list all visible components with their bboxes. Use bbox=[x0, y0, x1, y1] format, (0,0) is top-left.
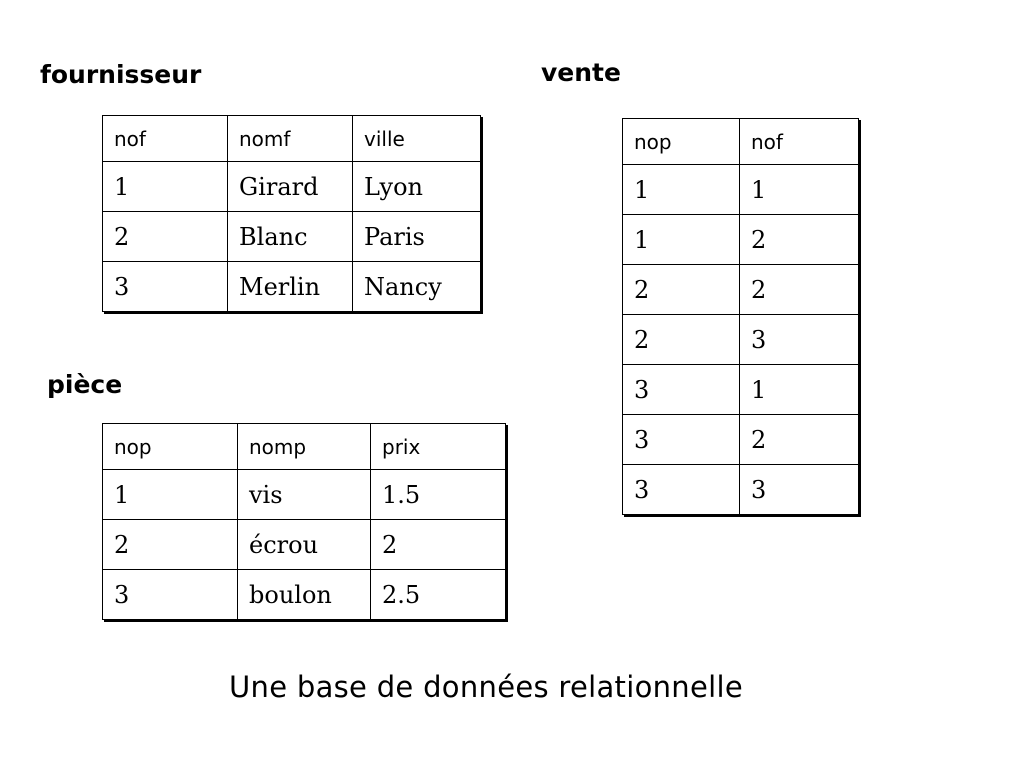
table-row bbox=[103, 470, 506, 520]
table-row bbox=[103, 162, 481, 212]
table-row bbox=[103, 520, 506, 570]
table-cell: 2 bbox=[623, 265, 740, 315]
table-cell: 2 bbox=[740, 265, 859, 315]
table-cell: 1 bbox=[623, 215, 740, 265]
column-header-nof: nof bbox=[740, 119, 859, 165]
table-cell: vis bbox=[238, 470, 371, 520]
table-row bbox=[103, 570, 506, 620]
table-header-row bbox=[103, 424, 506, 470]
table-cell: 3 bbox=[740, 315, 859, 365]
table-cell: Merlin bbox=[228, 262, 353, 312]
table-row bbox=[103, 262, 481, 312]
table-cell: Blanc bbox=[228, 212, 353, 262]
table-cell: 2 bbox=[103, 520, 238, 570]
table-cell: 3 bbox=[103, 262, 228, 312]
column-header-nop: nop bbox=[103, 424, 238, 470]
column-header-prix: prix bbox=[371, 424, 506, 470]
table-cell: 1 bbox=[740, 365, 859, 415]
table-cell: 3 bbox=[103, 570, 238, 620]
vente-table-title: vente bbox=[541, 58, 621, 87]
table-cell: boulon bbox=[238, 570, 371, 620]
table-row bbox=[103, 212, 481, 262]
piece-table bbox=[102, 423, 506, 620]
column-header-nof: nof bbox=[103, 116, 228, 162]
table-cell: 2 bbox=[740, 215, 859, 265]
table-cell: 3 bbox=[623, 365, 740, 415]
table-cell: 1 bbox=[623, 165, 740, 215]
table-cell: 3 bbox=[740, 465, 859, 515]
table-row bbox=[623, 465, 859, 515]
slide-caption: Une base de données relationnelle bbox=[229, 670, 743, 704]
table-row bbox=[623, 265, 859, 315]
table-row bbox=[623, 315, 859, 365]
table-row bbox=[623, 165, 859, 215]
column-header-nomp: nomp bbox=[238, 424, 371, 470]
table-cell: 2 bbox=[103, 212, 228, 262]
table-cell: 1 bbox=[740, 165, 859, 215]
column-header-ville: ville bbox=[353, 116, 481, 162]
table-row bbox=[623, 365, 859, 415]
table-cell: 1 bbox=[103, 470, 238, 520]
table-cell: 3 bbox=[623, 415, 740, 465]
table-cell: Lyon bbox=[353, 162, 481, 212]
table-cell: 3 bbox=[623, 465, 740, 515]
table-cell: 2 bbox=[371, 520, 506, 570]
table-cell: 1.5 bbox=[371, 470, 506, 520]
fournisseur-table-title: fournisseur bbox=[40, 60, 202, 89]
table-cell: 2 bbox=[740, 415, 859, 465]
table-row bbox=[623, 215, 859, 265]
table-cell: 1 bbox=[103, 162, 228, 212]
table-cell: Paris bbox=[353, 212, 481, 262]
table-header-row bbox=[103, 116, 481, 162]
table-header-row bbox=[623, 119, 859, 165]
column-header-nop: nop bbox=[623, 119, 740, 165]
piece-table-title: pièce bbox=[47, 370, 123, 399]
table-row bbox=[623, 415, 859, 465]
table-cell: Girard bbox=[228, 162, 353, 212]
table-cell: 2.5 bbox=[371, 570, 506, 620]
fournisseur-table bbox=[102, 115, 481, 312]
vente-table bbox=[622, 118, 859, 515]
table-cell: écrou bbox=[238, 520, 371, 570]
table-cell: Nancy bbox=[353, 262, 481, 312]
column-header-nomf: nomf bbox=[228, 116, 353, 162]
table-cell: 2 bbox=[623, 315, 740, 365]
